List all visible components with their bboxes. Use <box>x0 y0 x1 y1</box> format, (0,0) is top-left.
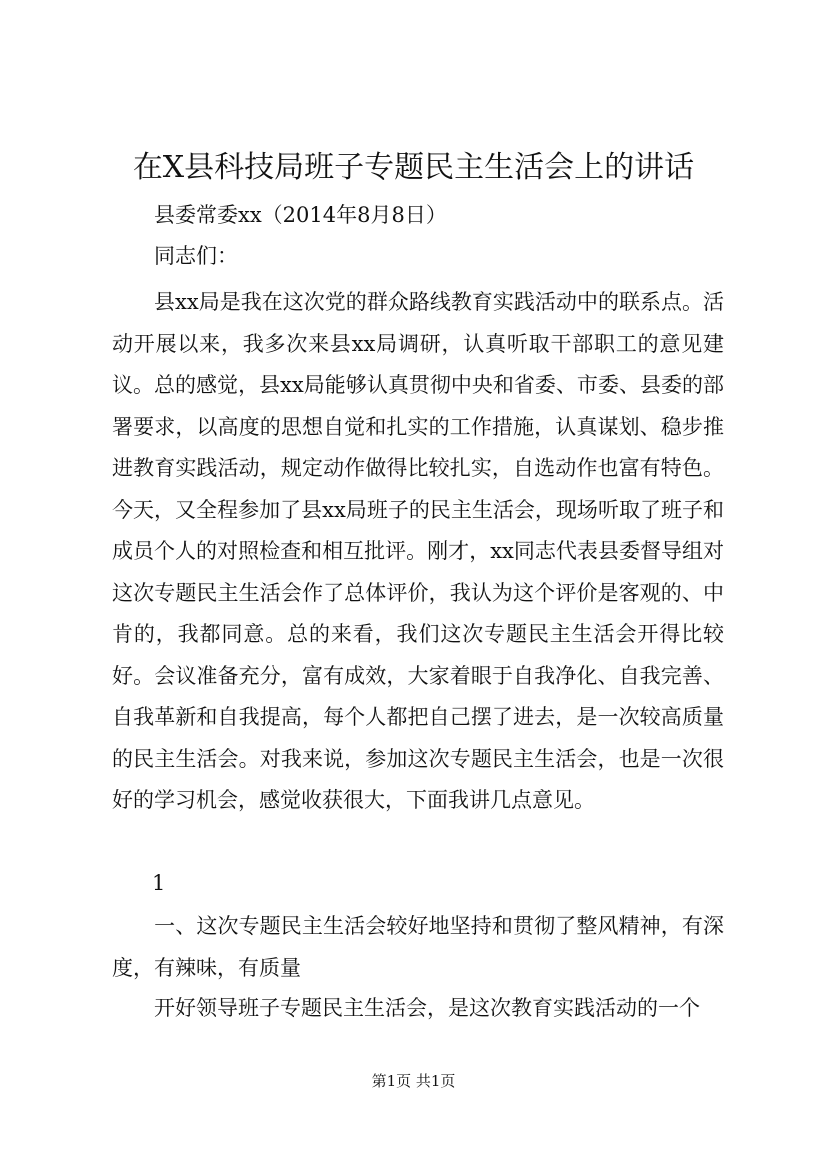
section-heading-1-text: 一、这次专题民主生活会较好地坚持和贯彻了整风精神，有深度，有辣味，有质量 <box>112 914 724 980</box>
paragraph-2 <box>112 988 724 1030</box>
paragraph-1-text: 县xx局是我在这次党的群众路线教育实践活动中的联系点。活动开展以来，我多次来县xx局调研，认真听取干部职工的意见建议。总的感觉，县xx局能够认真贯彻中央和省委、市委、县委的部署要求，以高度的思想自觉和扎实的工作措施，认真谋划、稳步推进教育实践活动，规定动作做得比较扎实，自选动作也富有特色。今天，又全程参加了县xx局班子的民主生活会，现场听取了班子和成员个人的对照检查和相互批评。刚才，xx同志代表县委督导组对这次专题民主生活会作了总体评价，我认为这个评价是客观的、中肯的，我都同意。总的来看，我们这次专题民主生活会开得比较好。会议准备充分，富有成效，大家着眼于自我净化、自我完善、自我革新和自我提高，每个人都把自己摆了进去，是一次较高质量的民主生活会。对我来说，参加这次专题民主生活会，也是一次很好的学习机会，感觉收获很大，下面我讲几点意见。 <box>112 290 724 812</box>
salutation: 同志们： <box>154 244 238 268</box>
section-heading-1 <box>112 906 724 989</box>
paragraph-1 <box>112 282 724 822</box>
byline: 县委常委xx（2014年8月8日） <box>154 203 447 227</box>
paragraph-2-text: 开好领导班子专题民主生活会，是这次教育实践活动的一个 <box>154 996 700 1020</box>
page-footer: 第1页 共1页 <box>371 1072 456 1090</box>
section-marker: 1 <box>152 871 166 895</box>
document-title: 在X县科技局班子专题民主生活会上的讲话 <box>132 150 695 185</box>
